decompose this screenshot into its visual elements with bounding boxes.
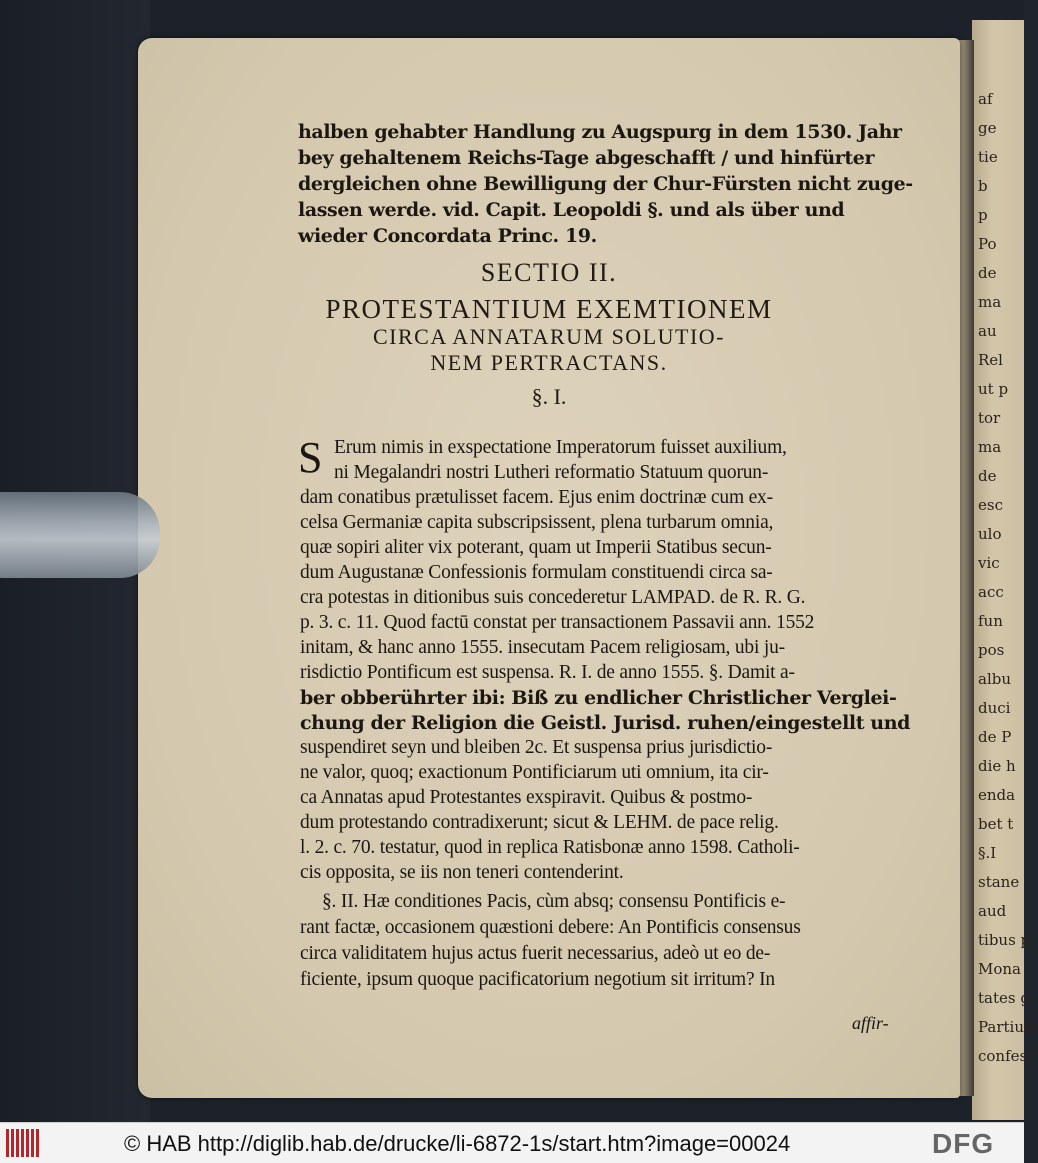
main-line: cra potestas in ditionibus suis concederetur LAMPAD. de R. R. G. (300, 587, 806, 608)
facing-page-text: tates g (978, 989, 1030, 1007)
facing-page-text: pos (978, 641, 1005, 659)
facing-page-text: Rel (978, 351, 1003, 369)
section-title: SECTIO II. (480, 258, 618, 287)
dfg-logo: DFG (932, 1128, 995, 1159)
main-line: circa validitatem hujus actus fuerit necessarius, adeò ut eo de- (300, 943, 771, 964)
main-line: dum protestando contradixerunt; sicut & LEHM. de pace relig. (300, 812, 779, 833)
facing-page-text: au (978, 322, 997, 340)
main-line: ber obberührter ibi: Biß zu endlicher Christlicher Verglei- (300, 687, 897, 709)
facing-page-text: ulo (978, 525, 1002, 543)
main-line: risdictio Pontificum est suspensa. R. I. de anno 1555. §. Damit a- (300, 662, 795, 683)
main-line: chung der Religion die Geistl. Jurisd. ruhen/eingestellt und (300, 712, 911, 734)
body-line-4: lassen werde. vid. Capit. Leopoldi §. und als über und (298, 199, 845, 221)
main-line: celsa Germaniæ capita subscripsissent, plena turbarum omnia, (300, 512, 774, 533)
facing-page-text: tie (978, 148, 998, 166)
facing-page-fragment (972, 20, 1038, 1120)
body-line-5: wieder Concordata Princ. 19. (298, 225, 597, 247)
page-text (138, 38, 960, 1098)
facing-page-text: ut p (978, 380, 1009, 398)
main-line: dum Augustanæ Confessionis formulam constituendi circa sa- (300, 562, 773, 583)
copyright-link[interactable]: © HAB http://diglib.hab.de/drucke/li-6872-1s/start.htm?image=00024 (124, 1131, 791, 1156)
facing-page-text: tor (978, 409, 1001, 427)
book-page (138, 38, 960, 1098)
facing-page-text: bet t (978, 815, 1014, 833)
page-holder-strip (0, 492, 160, 578)
hab-logo-icon (6, 1129, 40, 1157)
main-line: §. II. Hæ conditiones Pacis, cùm absq; consensu Pontificis e- (322, 891, 786, 912)
facing-page-text: de (978, 264, 997, 282)
main-line: rant factæ, occasionem quæstioni debere: An Pontificis consensus (300, 917, 801, 938)
facing-page-text: stane (978, 873, 1020, 891)
facing-page-text: aud (978, 902, 1007, 920)
heading-line-1: PROTESTANTIUM EXEMTIONEM (325, 294, 773, 324)
facing-page-text: die h (978, 757, 1016, 775)
facing-page-text: esc (978, 496, 1003, 514)
heading-line-2: CIRCA ANNATARUM SOLUTIO- (372, 324, 726, 349)
main-line: dam conatibus prætulisset facem. Ejus enim doctrinæ cum ex- (300, 487, 773, 508)
catchword: affir- (852, 1013, 889, 1033)
main-line: l. 2. c. 70. testatur, quod in replica Ratisbonæ anno 1598. Catholi- (300, 837, 800, 858)
main-line: p. 3. c. 11. Quod factū constat per transactionem Passavii ann. 1552 (300, 612, 815, 633)
heading-line-3: NEM PERTRACTANS. (430, 350, 668, 375)
main-line: cis opposita, se iis non teneri contenderint. (300, 862, 624, 883)
facing-page-text: de (978, 467, 997, 485)
facing-page-text: Mona (978, 960, 1021, 978)
facing-page-text: ma (978, 438, 1002, 456)
facing-page-text: duci (978, 699, 1011, 717)
main-line: ne valor, quoq; exactionum Pontificiarum uti omnium, ita cir- (300, 762, 769, 783)
body-line-1: halben gehabter Handlung zu Augspurg in dem 1530. Jahr (298, 121, 902, 143)
facing-page-text: tibus p (978, 931, 1031, 949)
facing-page-text: af (978, 90, 993, 108)
facing-page-text: b (978, 177, 988, 195)
body-line-3: dergleichen ohne Bewilligung der Chur-Fürsten nicht zuge- (298, 173, 913, 195)
body-line-2: bey gehaltenem Reichs-Tage abgeschafft / und hinfürter (298, 147, 875, 169)
facing-page-text: §.I (978, 844, 997, 862)
facing-page-text: fun (978, 612, 1003, 630)
facing-page-text: de P (978, 728, 1012, 746)
facing-page-text: vic (978, 554, 1000, 572)
footer-bar (0, 1122, 1024, 1163)
facing-page-text: ge (978, 119, 997, 137)
drop-cap: S (298, 433, 323, 482)
paragraph-mark: §. I. (531, 384, 567, 409)
main-line: ni Megalandri nostri Lutheri reformatio Statuum quorun- (334, 462, 769, 483)
facing-page-text: p (978, 206, 988, 224)
main-line: ficiente, ipsum quoque pacificatorium negotium sit irritum? In (300, 969, 775, 990)
facing-page-text: albu (978, 670, 1012, 688)
facing-page-text: Partium (978, 1018, 1038, 1036)
facing-page-text: Po (978, 235, 997, 253)
main-line: ca Annatas apud Protestantes exspiravit. Quibus & postmo- (300, 787, 753, 808)
main-line: quæ sopiri aliter vix poterant, quam ut Imperii Statibus secun- (300, 537, 772, 558)
facing-page-text: acc (978, 583, 1004, 601)
main-line: Erum nimis in exspectatione Imperatorum fuisset auxilium, (334, 437, 787, 458)
main-line: initam, & hanc anno 1555. insecutam Pacem religiosam, ubi ju- (300, 637, 785, 658)
facing-page-text: enda (978, 786, 1016, 804)
facing-page-text: confesf (978, 1047, 1033, 1065)
main-line: suspendiret seyn und bleiben 2c. Et suspensa prius jurisdictio- (300, 737, 773, 758)
facing-page-text: ma (978, 293, 1002, 311)
